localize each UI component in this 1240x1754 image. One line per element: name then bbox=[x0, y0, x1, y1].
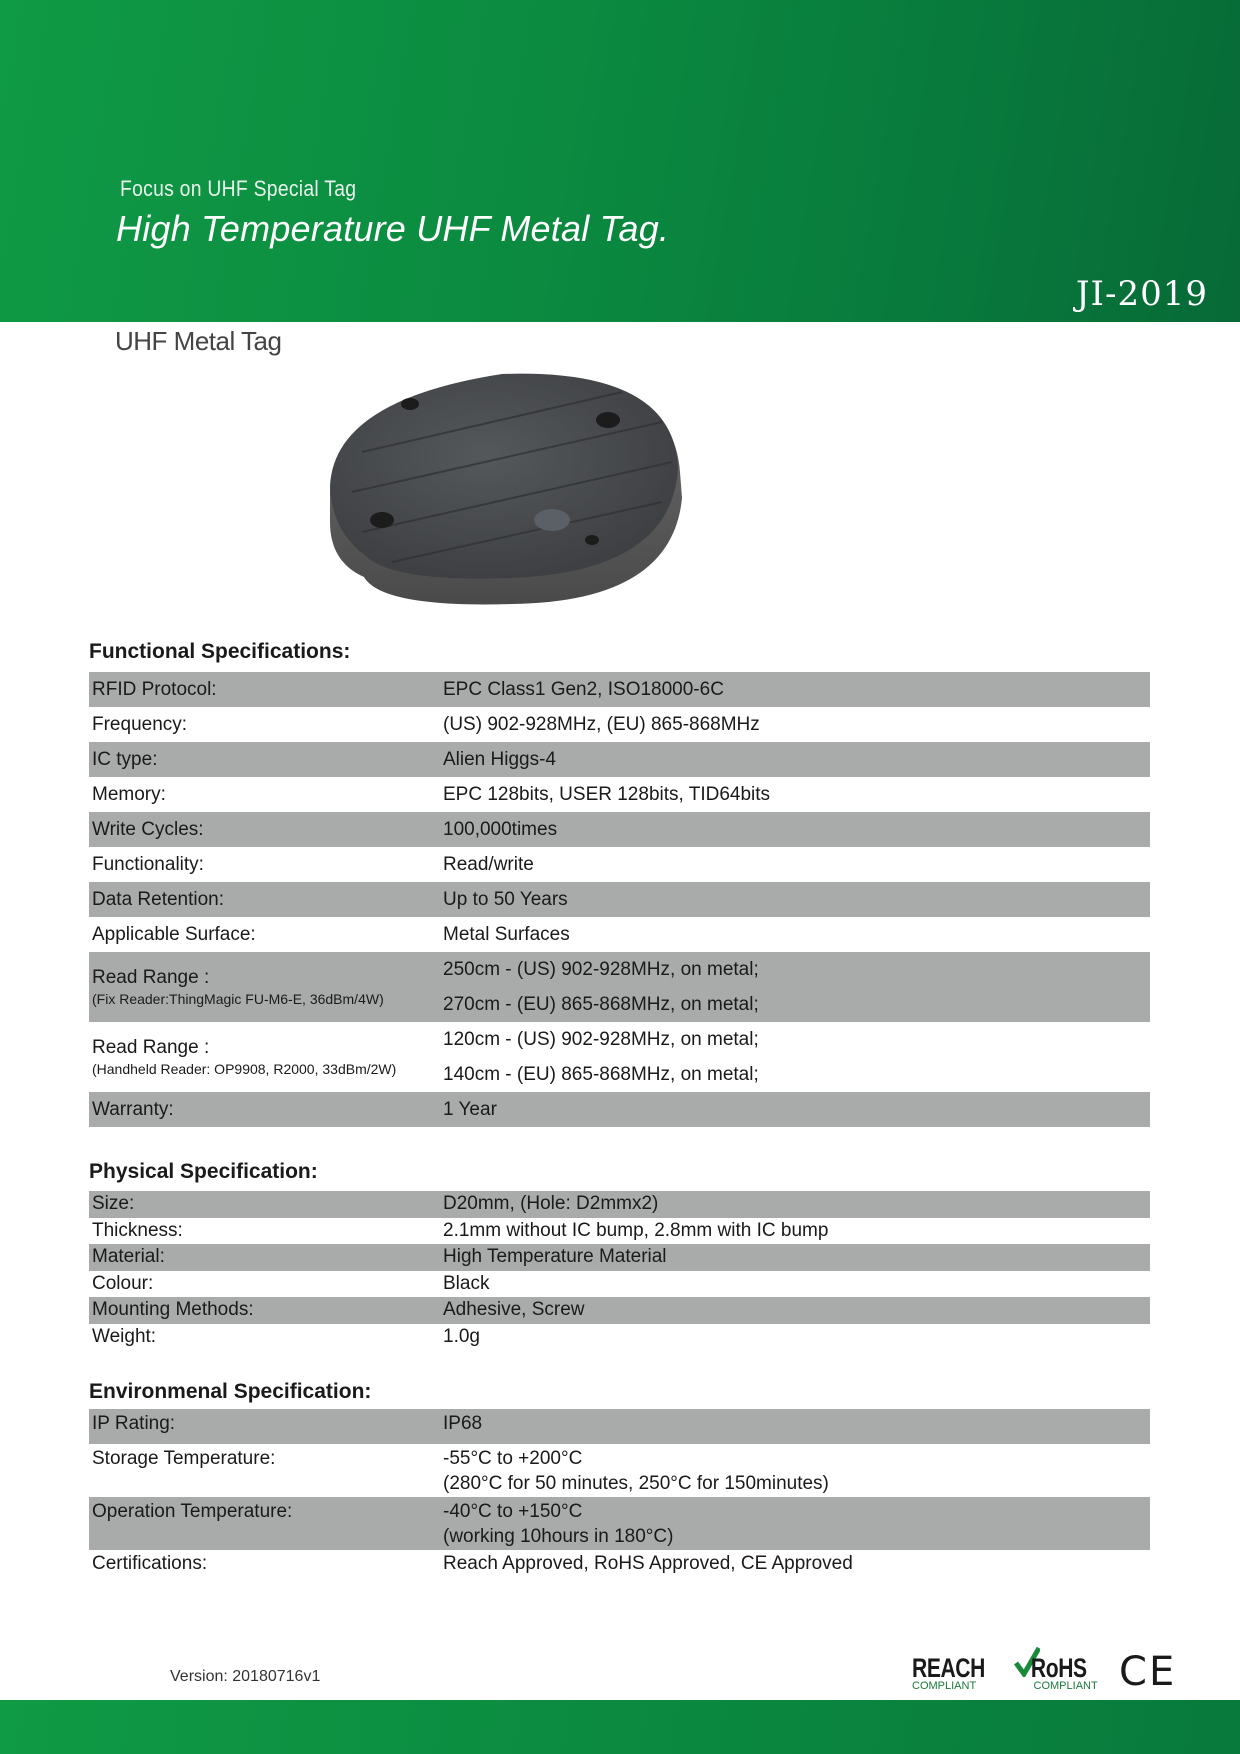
read-range-label: Read Range : bbox=[92, 967, 210, 988]
storage-note: (280°C for 50 minutes, 250°C for 150minutes) bbox=[443, 1473, 829, 1494]
read-range-us: 250cm - (US) 902-928MHz, on metal; bbox=[443, 959, 759, 980]
table-row bbox=[89, 847, 1150, 882]
operation-note: (working 10hours in 180°C) bbox=[443, 1526, 674, 1547]
table-row bbox=[89, 777, 1150, 812]
table-row-read-range-handheld bbox=[89, 1022, 1150, 1092]
rohs-text: RoHS bbox=[1030, 1653, 1087, 1683]
read-range-note: (Handheld Reader: OP9908, R2000, 33dBm/2W) bbox=[92, 1061, 397, 1077]
spec-key: Certifications: bbox=[92, 1553, 208, 1574]
spec-key: Colour: bbox=[92, 1272, 154, 1294]
environmental-spec-table bbox=[89, 1409, 1150, 1578]
certification-logos bbox=[912, 1646, 1177, 1695]
table-row bbox=[89, 1550, 1150, 1578]
spec-key: Write Cycles: bbox=[92, 818, 204, 840]
spec-value: Alien Higgs-4 bbox=[443, 748, 556, 770]
spec-value: 1.0g bbox=[443, 1325, 480, 1347]
spec-value bbox=[443, 1499, 1150, 1549]
spec-value bbox=[443, 1022, 1150, 1092]
spec-value: Metal Surfaces bbox=[443, 923, 570, 945]
spec-value: IP68 bbox=[443, 1413, 483, 1434]
table-row bbox=[89, 1324, 1150, 1351]
spec-value: (US) 902-928MHz, (EU) 865-868MHz bbox=[443, 713, 760, 735]
functional-spec-title: Functional Specifications: bbox=[89, 640, 351, 663]
table-row bbox=[89, 917, 1150, 952]
read-range-eu: 270cm - (EU) 865-868MHz, on metal; bbox=[443, 994, 759, 1015]
spec-key bbox=[89, 967, 443, 1007]
rfid-tag-image-icon bbox=[322, 372, 688, 608]
table-row bbox=[89, 882, 1150, 917]
product-label: UHF Metal Tag bbox=[115, 326, 282, 356]
spec-key: Functionality: bbox=[92, 853, 204, 875]
spec-value: Reach Approved, RoHS Approved, CE Approved bbox=[443, 1553, 853, 1574]
spec-value: EPC 128bits, USER 128bits, TID64bits bbox=[443, 783, 771, 805]
table-row-read-range-fixed bbox=[89, 952, 1150, 1022]
spec-key: Size: bbox=[92, 1193, 135, 1214]
spec-value: 2.1mm without IC bump, 2.8mm with IC bump bbox=[443, 1219, 829, 1241]
header-subtitle: Focus on UHF Special Tag bbox=[120, 176, 357, 201]
spec-value: Read/write bbox=[443, 853, 534, 875]
spec-key: Frequency: bbox=[92, 713, 188, 735]
read-range-label: Read Range : bbox=[92, 1037, 210, 1058]
reach-logo bbox=[912, 1655, 1006, 1692]
spec-key bbox=[89, 1037, 443, 1077]
spec-key: Data Retention: bbox=[92, 888, 225, 910]
table-row bbox=[89, 1444, 1150, 1497]
spec-key: Memory: bbox=[92, 783, 166, 805]
read-range-note: (Fix Reader:ThingMagic FU-M6-E, 36dBm/4W) bbox=[92, 991, 384, 1007]
reach-sub: COMPLIANT bbox=[912, 1680, 977, 1692]
ce-mark-icon: CE bbox=[1119, 1649, 1177, 1695]
table-row bbox=[89, 1497, 1150, 1550]
spec-value: High Temperature Material bbox=[443, 1246, 667, 1267]
spec-value: 100,000times bbox=[443, 818, 558, 840]
spec-value bbox=[443, 1446, 1150, 1496]
environmental-spec-title: Environmenal Specification: bbox=[89, 1380, 372, 1403]
rohs-logo bbox=[1020, 1655, 1106, 1692]
footer-bar bbox=[0, 1700, 1240, 1754]
table-row bbox=[89, 1297, 1150, 1324]
read-range-eu: 140cm - (EU) 865-868MHz, on metal; bbox=[443, 1064, 759, 1085]
header-banner bbox=[0, 0, 1240, 322]
model-code: JI-2019 bbox=[1075, 274, 1208, 314]
spec-key: Operation Temperature: bbox=[92, 1501, 293, 1522]
functional-spec-table bbox=[89, 672, 1150, 1127]
table-row bbox=[89, 742, 1150, 777]
reach-text: REACH bbox=[912, 1653, 985, 1683]
table-row bbox=[89, 1409, 1150, 1444]
spec-value: Black bbox=[443, 1272, 490, 1294]
rohs-sub: COMPLIANT bbox=[1033, 1680, 1098, 1692]
table-row bbox=[89, 1271, 1150, 1298]
table-row bbox=[89, 1092, 1150, 1127]
spec-key: IP Rating: bbox=[92, 1413, 176, 1434]
spec-key: Applicable Surface: bbox=[92, 923, 256, 945]
spec-key: Warranty: bbox=[92, 1098, 174, 1120]
table-row bbox=[89, 812, 1150, 847]
table-row bbox=[89, 1218, 1150, 1245]
spec-key: Mounting Methods: bbox=[92, 1299, 254, 1320]
spec-value: 1 Year bbox=[443, 1098, 497, 1120]
spec-key: Thickness: bbox=[92, 1219, 183, 1241]
spec-key: Material: bbox=[92, 1246, 165, 1267]
read-range-us: 120cm - (US) 902-928MHz, on metal; bbox=[443, 1029, 759, 1050]
spec-value: Adhesive, Screw bbox=[443, 1299, 585, 1320]
version-label: Version: 20180716v1 bbox=[170, 1668, 321, 1685]
storage-range: -55°C to +200°C bbox=[443, 1448, 583, 1469]
spec-value: D20mm, (Hole: D2mmx2) bbox=[443, 1193, 659, 1214]
spec-key: Storage Temperature: bbox=[92, 1448, 276, 1469]
spec-value: Up to 50 Years bbox=[443, 888, 568, 910]
spec-key: Weight: bbox=[92, 1325, 157, 1347]
operation-range: -40°C to +150°C bbox=[443, 1501, 583, 1522]
table-row bbox=[89, 707, 1150, 742]
table-row bbox=[89, 1191, 1150, 1218]
product-image bbox=[322, 372, 688, 608]
table-row bbox=[89, 672, 1150, 707]
spec-key: IC type: bbox=[92, 748, 158, 770]
header-title: High Temperature UHF Metal Tag. bbox=[116, 208, 670, 249]
table-row bbox=[89, 1244, 1150, 1271]
physical-spec-title: Physical Specification: bbox=[89, 1160, 318, 1183]
physical-spec-table bbox=[89, 1191, 1150, 1350]
spec-key: RFID Protocol: bbox=[92, 678, 217, 700]
spec-value: EPC Class1 Gen2, ISO18000-6C bbox=[443, 678, 724, 700]
spec-value bbox=[443, 952, 1150, 1022]
